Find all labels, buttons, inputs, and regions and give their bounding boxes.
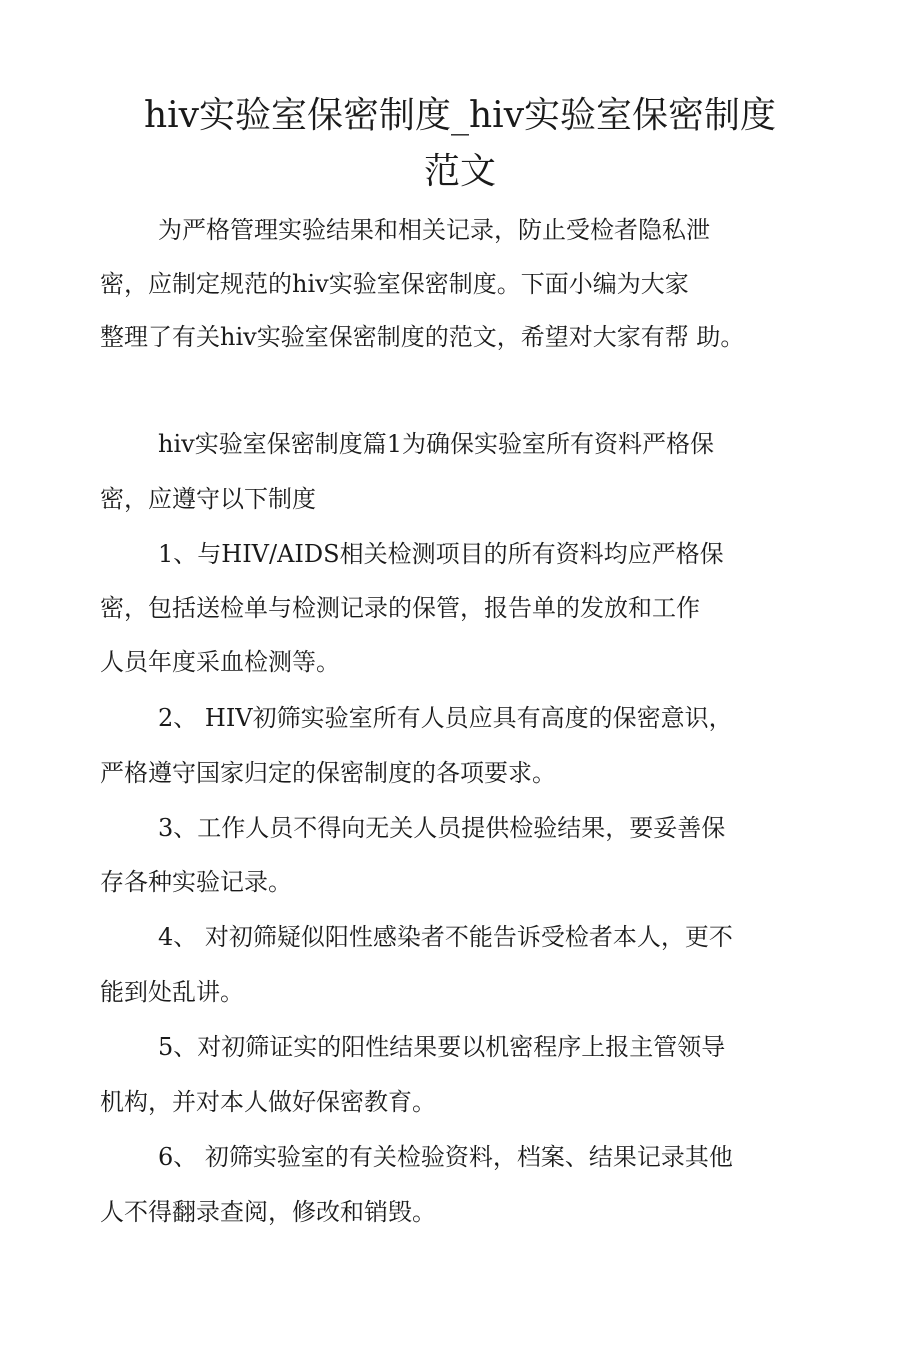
item-1-line-3: 人员年度采血检测等。 bbox=[100, 648, 340, 676]
item-2-line-1: 2、 HIV初筛实验室所有人员应具有高度的保密意识， bbox=[158, 704, 733, 732]
item-6-line-1: 6、 初筛实验室的有关检验资料，档案、结果记录其他 bbox=[158, 1143, 733, 1171]
item-3-line-1: 3、工作人员不得向无关人员提供检验结果，要妥善保 bbox=[158, 814, 726, 842]
item-3-line-2: 存各种实验记录。 bbox=[100, 868, 292, 896]
section-1-line-1: hiv实验室保密制度篇1为确保实验室所有资料严格保 bbox=[158, 430, 714, 458]
item-1-line-2: 密，包括送检单与检测记录的保管，报告单的发放和工作 bbox=[100, 594, 700, 622]
section-1-line-2: 密，应遵守以下制度 bbox=[100, 485, 316, 513]
item-2-line-2: 严格遵守国家归定的保密制度的各项要求。 bbox=[100, 759, 556, 787]
item-4-line-2: 能到处乱讲。 bbox=[100, 978, 244, 1006]
item-6-line-2: 人不得翻录查阅，修改和销毁。 bbox=[100, 1198, 436, 1226]
item-5-line-2: 机构，并对本人做好保密教育。 bbox=[100, 1088, 436, 1116]
item-5-line-1: 5、对初筛证实的阳性结果要以机密程序上报主管领导 bbox=[158, 1033, 726, 1061]
document-title-line-1: hiv实验室保密制度_hiv实验室保密制度 bbox=[143, 95, 777, 136]
item-1-line-1: 1、与HIV/AIDS相关检测项目的所有资料均应严格保 bbox=[158, 540, 724, 568]
document-title-line-2: 范文 bbox=[423, 151, 496, 192]
intro-paragraph-line-1: 为严格管理实验结果和相关记录，防止受检者隐私泄 bbox=[158, 216, 710, 244]
item-4-line-1: 4、 对初筛疑似阳性感染者不能告诉受检者本人，更不 bbox=[158, 923, 733, 951]
intro-paragraph-line-3: 整理了有关hiv实验室保密制度的范文，希望对大家有帮 助。 bbox=[100, 323, 745, 351]
intro-paragraph-line-2: 密，应制定规范的hiv实验室保密制度。下面小编为大家 bbox=[100, 270, 689, 298]
